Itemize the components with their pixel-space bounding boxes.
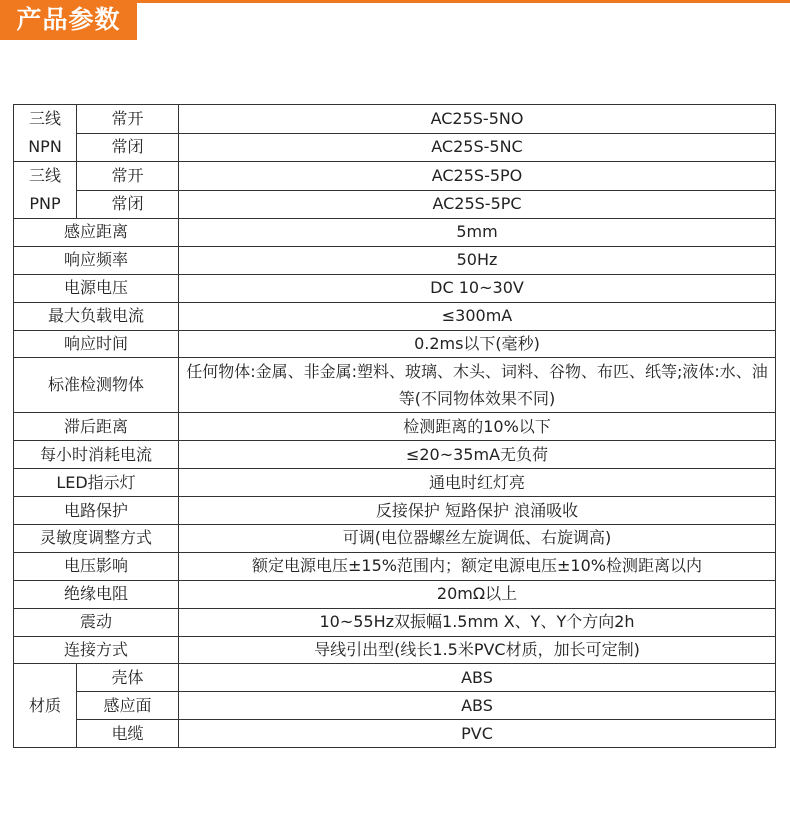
table-row xyxy=(14,133,776,162)
spec-value: 反接保护 短路保护 浪涌吸收 xyxy=(179,497,776,525)
spec-label: 电路保护 xyxy=(14,497,179,525)
table-row xyxy=(14,664,776,692)
spec-value: 导线引出型(线长1.5米PVC材质，加长可定制) xyxy=(179,636,776,664)
spec-label: 绝缘电阻 xyxy=(14,580,179,608)
table-row xyxy=(14,441,776,469)
spec-label: 滞后距离 xyxy=(14,413,179,441)
material-value: ABS xyxy=(179,664,776,692)
material-value: ABS xyxy=(179,692,776,720)
spec-value: 50Hz xyxy=(179,246,776,274)
spec-value: 0.2ms以下(毫秒) xyxy=(179,330,776,358)
material-label: 材质 xyxy=(14,664,77,748)
npn-no-model: AC25S-5NO xyxy=(179,105,776,134)
table-row xyxy=(14,190,776,219)
pnp-no-state: 常开 xyxy=(77,162,179,191)
spec-label: 每小时消耗电流 xyxy=(14,441,179,469)
spec-table xyxy=(13,104,776,748)
material-part: 感应面 xyxy=(77,692,179,720)
spec-value: 通电时红灯亮 xyxy=(179,469,776,497)
spec-label: 感应距离 xyxy=(14,219,179,247)
table-row xyxy=(14,105,776,134)
table-row xyxy=(14,219,776,247)
spec-label: 最大负载电流 xyxy=(14,302,179,330)
table-row xyxy=(14,413,776,441)
table-row xyxy=(14,302,776,330)
table-row xyxy=(14,246,776,274)
spec-value: 5mm xyxy=(179,219,776,247)
pnp-nc-model: AC25S-5PC xyxy=(179,190,776,219)
npn-nc-model: AC25S-5NC xyxy=(179,133,776,162)
table-row xyxy=(14,469,776,497)
spec-label: 电压影响 xyxy=(14,552,179,580)
table-row xyxy=(14,358,776,413)
table-row xyxy=(14,497,776,525)
table-row xyxy=(14,580,776,608)
material-value: PVC xyxy=(179,720,776,748)
spec-value: ≤300mA xyxy=(179,302,776,330)
table-row xyxy=(14,608,776,636)
npn-no-state: 常开 xyxy=(77,105,179,134)
pnp-nc-state: 常闭 xyxy=(77,190,179,219)
pnp-type-label: 三线 PNP xyxy=(14,162,77,219)
table-row xyxy=(14,330,776,358)
spec-label: 连接方式 xyxy=(14,636,179,664)
spec-value: 20mΩ以上 xyxy=(179,580,776,608)
material-part: 壳体 xyxy=(77,664,179,692)
table-row xyxy=(14,274,776,302)
spec-label: 响应频率 xyxy=(14,246,179,274)
spec-value: 任何物体:金属、非金属:塑料、玻璃、木头、词料、谷物、布匹、纸等;液体:水、油等(不同物体效果不同) xyxy=(179,358,776,413)
table-row xyxy=(14,692,776,720)
table-row xyxy=(14,720,776,748)
spec-value: 10~55Hz双振幅1.5mm X、Y、Y个方向2h xyxy=(179,608,776,636)
spec-label: 灵敏度调整方式 xyxy=(14,525,179,553)
spec-value: 可调(电位器螺丝左旋调低、右旋调高) xyxy=(179,525,776,553)
section-title: 产品参数 xyxy=(0,0,137,40)
material-part: 电缆 xyxy=(77,720,179,748)
npn-type-label: 三线 NPN xyxy=(14,105,77,162)
table-row xyxy=(14,162,776,191)
npn-nc-state: 常闭 xyxy=(77,133,179,162)
table-row xyxy=(14,636,776,664)
pnp-no-model: AC25S-5PO xyxy=(179,162,776,191)
spec-value: ≤20~35mA无负荷 xyxy=(179,441,776,469)
spec-label: LED指示灯 xyxy=(14,469,179,497)
spec-value: DC 10~30V xyxy=(179,274,776,302)
table-row xyxy=(14,552,776,580)
spec-label: 震动 xyxy=(14,608,179,636)
spec-label: 电源电压 xyxy=(14,274,179,302)
spec-label: 响应时间 xyxy=(14,330,179,358)
spec-value: 额定电源电压±15%范围内；额定电源电压±10%检测距离以内 xyxy=(179,552,776,580)
table-row xyxy=(14,525,776,553)
spec-value: 检测距离的10%以下 xyxy=(179,413,776,441)
spec-label: 标准检测物体 xyxy=(14,358,179,413)
